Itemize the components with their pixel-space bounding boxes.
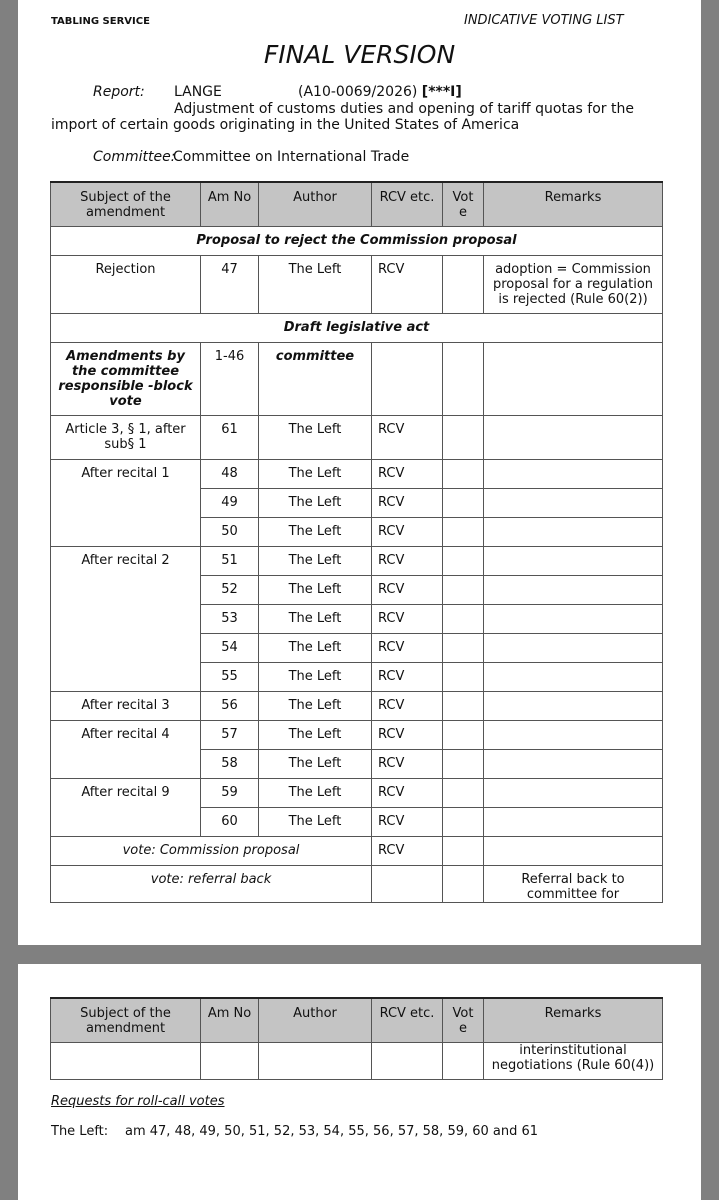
section-row [51, 226, 663, 255]
remarks-cell [484, 342, 663, 415]
author-cell [259, 1042, 372, 1079]
col-author: Author [259, 998, 372, 1042]
subject-cell: Rejection [51, 255, 201, 313]
vote-cell [443, 255, 484, 313]
subject-cell: After recital 2 [51, 546, 201, 691]
voting-table [50, 181, 663, 903]
am-cell: 53 [201, 604, 259, 633]
subject-cell: After recital 1 [51, 459, 201, 546]
am-cell: 55 [201, 662, 259, 691]
report-label: Report: [93, 84, 145, 100]
section-row [51, 313, 663, 342]
vote-cell [443, 836, 484, 865]
am-cell: 54 [201, 633, 259, 662]
vote-cell [443, 342, 484, 415]
vote-cell [443, 546, 484, 575]
am-cell [201, 1042, 259, 1079]
col-am-no: Am No [201, 998, 259, 1042]
remarks-cell [484, 546, 663, 575]
table-row [51, 255, 663, 313]
author-cell: The Left [259, 255, 372, 313]
rcv-cell: RCV [372, 691, 443, 720]
vote-cell [443, 633, 484, 662]
reference-number: (A10-0069/2026) [298, 84, 418, 100]
rcv-cell: RCV [372, 749, 443, 778]
remarks-cell [484, 807, 663, 836]
report-description-line1: Adjustment of customs duties and opening of tariff quotas for the [174, 101, 634, 117]
table-header-row [51, 182, 663, 226]
rcv-cell [372, 1042, 443, 1079]
am-cell: 57 [201, 720, 259, 749]
table-row [51, 342, 663, 415]
page-title: FINAL VERSION [263, 40, 456, 69]
document-page-1 [18, 0, 701, 945]
vote-cell [443, 517, 484, 546]
remarks-cell [484, 415, 663, 459]
subject-cell: After recital 9 [51, 778, 201, 836]
remarks-cell [484, 488, 663, 517]
section-draft: Draft legislative act [51, 313, 663, 342]
subject-cell [51, 1042, 201, 1079]
vote-commission-row [51, 836, 663, 865]
remarks-cell [484, 604, 663, 633]
author-cell: The Left [259, 662, 372, 691]
rcv-cell: RCV [372, 836, 443, 865]
author-cell: The Left [259, 604, 372, 633]
vote-cell [443, 1042, 484, 1079]
col-subject: Subject of the amendment [51, 182, 201, 226]
rcv-cell: RCV [372, 546, 443, 575]
am-cell: 49 [201, 488, 259, 517]
remarks-cell [484, 691, 663, 720]
rapporteur: LANGE [174, 84, 222, 100]
subject-cell: After recital 3 [51, 691, 201, 720]
table-row [51, 459, 663, 488]
author-cell: The Left [259, 807, 372, 836]
remarks-cell [484, 778, 663, 807]
am-cell: 60 [201, 807, 259, 836]
vote-cell [443, 807, 484, 836]
vote-referral-row [51, 865, 663, 902]
rcv-cell: RCV [372, 633, 443, 662]
rcv-cell: RCV [372, 459, 443, 488]
vote-cell [443, 415, 484, 459]
remarks-cell [484, 749, 663, 778]
author-cell: The Left [259, 459, 372, 488]
am-cell: 56 [201, 691, 259, 720]
author-cell: The Left [259, 517, 372, 546]
requests-party: The Left: [51, 1124, 109, 1139]
am-cell: 51 [201, 546, 259, 575]
remarks-cell [484, 836, 663, 865]
voting-table-continued [50, 997, 663, 1080]
remarks-cell [484, 720, 663, 749]
procedure-code: [***I] [421, 84, 462, 100]
col-author: Author [259, 182, 372, 226]
remarks-cell [484, 662, 663, 691]
vote-cell [443, 459, 484, 488]
am-cell: 58 [201, 749, 259, 778]
rcv-cell [372, 865, 443, 902]
remarks-cell [484, 459, 663, 488]
col-rcv: RCV etc. [372, 998, 443, 1042]
table-row [51, 546, 663, 575]
am-cell: 1-46 [201, 342, 259, 415]
col-vote: Vot e [443, 998, 484, 1042]
vote-cell [443, 488, 484, 517]
author-cell: The Left [259, 720, 372, 749]
col-remarks: Remarks [484, 182, 663, 226]
author-cell: The Left [259, 633, 372, 662]
col-remarks: Remarks [484, 998, 663, 1042]
remarks-cell [484, 633, 663, 662]
remarks-cell [484, 517, 663, 546]
rcv-cell: RCV [372, 415, 443, 459]
vote-cell [443, 604, 484, 633]
vote-cell [443, 662, 484, 691]
subject-cell: After recital 4 [51, 720, 201, 778]
table-row [51, 720, 663, 749]
author-cell: The Left [259, 488, 372, 517]
requests-list: am 47, 48, 49, 50, 51, 52, 53, 54, 55, 56, 57, 58, 59, 60 and 61 [125, 1124, 539, 1139]
table-row [51, 1042, 663, 1079]
vote-cell [443, 865, 484, 902]
section-reject: Proposal to reject the Commission proposal [51, 226, 663, 255]
author-cell: The Left [259, 546, 372, 575]
vote-cell [443, 778, 484, 807]
remarks-cell: Referral back to committee for [484, 865, 663, 902]
remarks-cell: interinstitutional negotiations (Rule 60(4)) [484, 1042, 663, 1079]
requests-title: Requests for roll-call votes [51, 1094, 225, 1109]
table-row [51, 778, 663, 807]
committee-name: Committee on International Trade [173, 149, 410, 165]
col-am-no: Am No [201, 182, 259, 226]
author-cell: The Left [259, 691, 372, 720]
rcv-cell: RCV [372, 604, 443, 633]
vote-cell [443, 691, 484, 720]
am-cell: 61 [201, 415, 259, 459]
author-cell: committee [259, 342, 372, 415]
rcv-cell: RCV [372, 517, 443, 546]
vote-commission-label: vote: Commission proposal [51, 836, 372, 865]
col-rcv: RCV etc. [372, 182, 443, 226]
service-header: TABLING SERVICE [51, 16, 150, 27]
vote-referral-label: vote: referral back [51, 865, 372, 902]
rcv-cell: RCV [372, 778, 443, 807]
col-subject: Subject of the amendment [51, 998, 201, 1042]
author-cell: The Left [259, 415, 372, 459]
subject-cell: Amendments by the committee responsible -block vote [51, 342, 201, 415]
table-row [51, 691, 663, 720]
rcv-cell: RCV [372, 662, 443, 691]
col-vote: Vot e [443, 182, 484, 226]
list-type-header: INDICATIVE VOTING LIST [464, 13, 624, 28]
table-row [51, 415, 663, 459]
vote-cell [443, 575, 484, 604]
am-cell: 50 [201, 517, 259, 546]
am-cell: 48 [201, 459, 259, 488]
author-cell: The Left [259, 778, 372, 807]
remarks-cell [484, 575, 663, 604]
vote-cell [443, 720, 484, 749]
rcv-cell: RCV [372, 720, 443, 749]
rcv-cell [372, 342, 443, 415]
subject-cell: Article 3, § 1, after sub§ 1 [51, 415, 201, 459]
am-cell: 52 [201, 575, 259, 604]
rcv-cell: RCV [372, 575, 443, 604]
am-cell: 59 [201, 778, 259, 807]
report-description-line2: import of certain goods originating in the United States of America [51, 117, 520, 133]
rcv-cell: RCV [372, 807, 443, 836]
table-header-row [51, 998, 663, 1042]
am-cell: 47 [201, 255, 259, 313]
rcv-cell: RCV [372, 488, 443, 517]
remarks-cell: adoption = Commission proposal for a regulation is rejected (Rule 60(2)) [484, 255, 663, 313]
report-reference [298, 84, 462, 100]
vote-cell [443, 749, 484, 778]
rcv-cell: RCV [372, 255, 443, 313]
author-cell: The Left [259, 575, 372, 604]
author-cell: The Left [259, 749, 372, 778]
committee-label: Committee: [93, 149, 176, 165]
